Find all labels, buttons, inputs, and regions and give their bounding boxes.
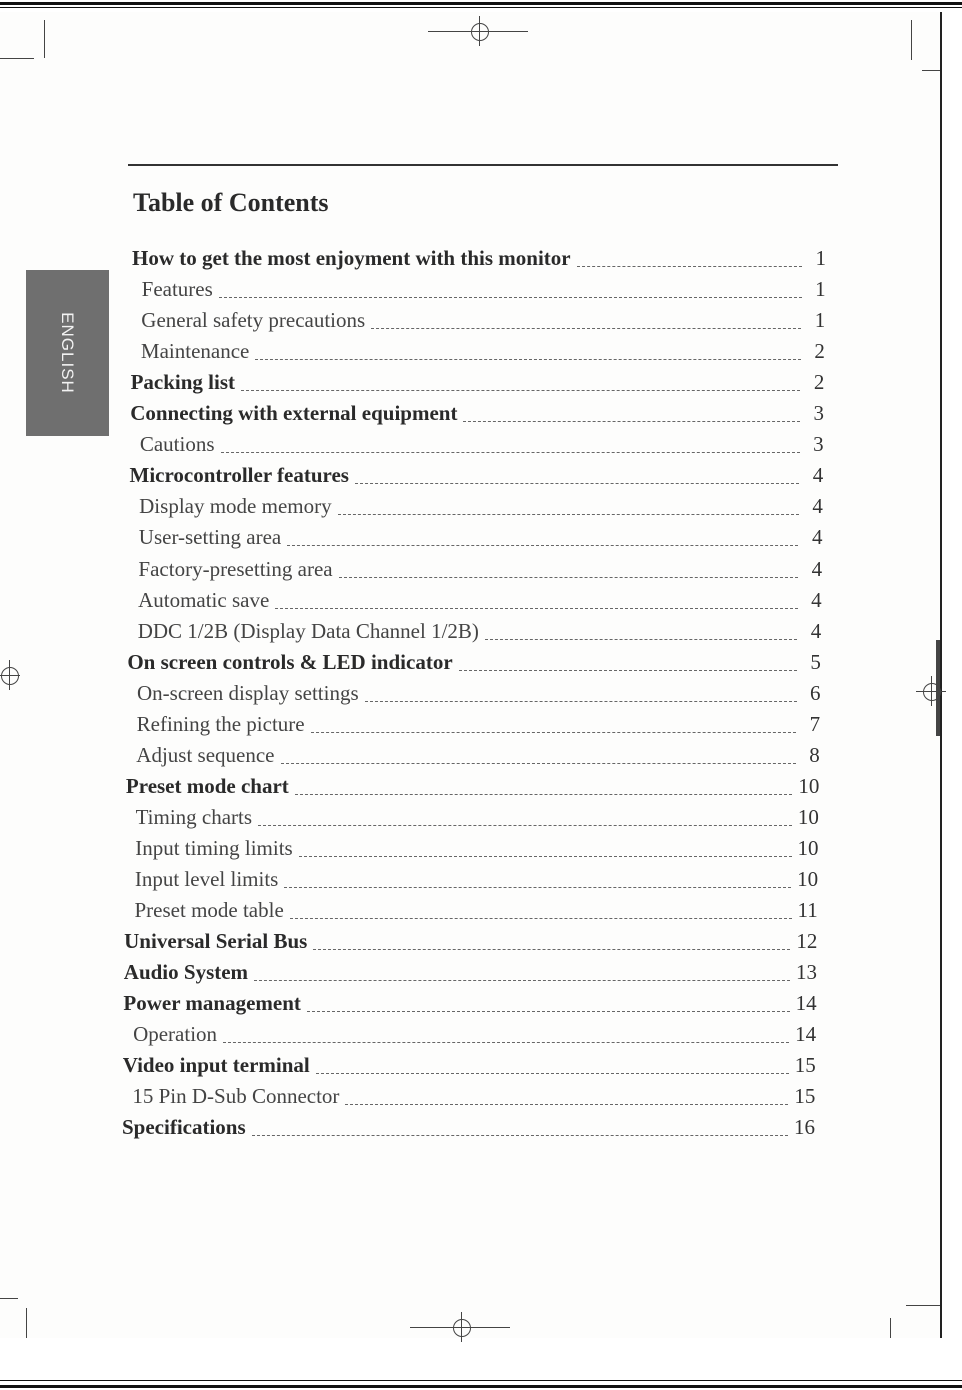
toc-entry-label: Maintenance (140, 339, 250, 364)
dotted-leader (316, 1073, 789, 1074)
toc-section-entry[interactable] (132, 246, 826, 272)
dotted-leader (339, 577, 798, 578)
toc-entry-label: Video input terminal (122, 1053, 310, 1078)
toc-section-entry[interactable] (127, 650, 821, 676)
toc-subsection-entry[interactable] (135, 836, 818, 862)
toc-entry-label: Automatic save (138, 587, 270, 612)
toc-entry-label: Audio System (123, 960, 249, 985)
dotted-leader (295, 794, 793, 795)
toc-subsection-entry[interactable] (138, 557, 822, 583)
toc-page-number: 2 (814, 339, 825, 364)
crop-mark (890, 1318, 891, 1338)
toc-page-number: 13 (795, 960, 817, 985)
dotted-leader (221, 452, 800, 453)
toc-entry-label: Cautions (139, 432, 215, 457)
toc-entry-label: Specifications (122, 1115, 246, 1140)
scanned-page (0, 12, 942, 1338)
dotted-leader (252, 1135, 788, 1136)
dotted-leader (313, 949, 790, 950)
toc-entry-label: Adjust sequence (136, 742, 275, 767)
toc-page-number: 4 (811, 587, 822, 612)
toc-subsection-entry[interactable] (136, 805, 819, 831)
toc-entry-label: How to get the most enjoyment with this monitor (132, 246, 571, 270)
toc-subsection-entry[interactable] (142, 277, 826, 303)
crop-mark (922, 70, 940, 71)
toc-entry-label: Refining the picture (136, 711, 305, 736)
toc-page-number: 4 (811, 525, 823, 550)
toc-entry-label: DDC 1/2B (Display Data Channel 1/2B) (137, 618, 479, 643)
dotted-leader (223, 1042, 789, 1043)
toc-page-number: 10 (798, 773, 820, 798)
toc-section-entry[interactable] (124, 929, 817, 955)
crop-mark (44, 20, 45, 58)
toc-entry-label: Microcontroller features (129, 463, 349, 488)
toc-subsection-entry[interactable] (135, 898, 818, 924)
toc-entry-label: User-setting area (138, 525, 282, 550)
toc-entry-label: Display mode memory (139, 494, 332, 519)
toc-page-number: 11 (797, 898, 818, 923)
toc-page-number: 8 (809, 742, 820, 767)
toc-section-entry[interactable] (126, 774, 819, 800)
dotted-leader (284, 887, 791, 888)
registration-mark-icon (0, 660, 24, 690)
dotted-leader (281, 763, 796, 764)
dotted-leader (345, 1104, 788, 1105)
toc-page-number: 3 (813, 432, 824, 457)
toc-page-number: 6 (810, 680, 821, 705)
toc-section-entry[interactable] (123, 991, 816, 1017)
toc-entry-label: On screen controls & LED indicator (127, 649, 453, 674)
dotted-leader (290, 918, 792, 919)
toc-section-entry[interactable] (123, 1053, 816, 1079)
toc-entry-label: General safety precautions (141, 308, 366, 333)
dotted-leader (258, 825, 792, 826)
toc-page-number: 1 (814, 308, 826, 333)
toc-entry-label: 15 Pin D-Sub Connector (132, 1084, 340, 1109)
toc-entry-label: Features (141, 277, 213, 302)
toc-page-number: 1 (815, 246, 826, 270)
toc-section-entry[interactable] (130, 401, 824, 427)
toc-page-number: 7 (809, 711, 821, 736)
toc-page-number: 15 (794, 1084, 816, 1109)
dotted-leader (459, 670, 797, 671)
toc-page-number: 16 (794, 1115, 815, 1140)
crop-mark (911, 20, 912, 60)
toc-subsection-entry[interactable] (137, 681, 821, 707)
dotted-leader (307, 1011, 790, 1012)
toc-page-number: 4 (811, 556, 823, 581)
registration-mark-icon (446, 1312, 476, 1342)
toc-subsection-entry[interactable] (139, 525, 823, 551)
toc-subsection-entry[interactable] (138, 619, 822, 645)
toc-subsection-entry[interactable] (133, 1022, 816, 1048)
dotted-leader (241, 390, 800, 391)
toc-subsection-entry[interactable] (136, 743, 819, 769)
toc-section-entry[interactable] (122, 1115, 815, 1141)
dotted-leader (275, 608, 797, 609)
crop-mark (906, 1305, 940, 1306)
toc-entry-label: Factory-presetting area (138, 556, 333, 581)
dotted-leader (355, 483, 799, 484)
dotted-leader (254, 980, 790, 981)
toc-page-number: 12 (796, 929, 818, 954)
toc-page-number: 14 (795, 1022, 817, 1047)
toc-entry-label: Connecting with external equipment (130, 401, 458, 426)
toc-subsection-entry[interactable] (141, 308, 825, 334)
toc-page-number: 5 (810, 649, 821, 674)
toc-page-number: 10 (797, 804, 819, 829)
dotted-leader (371, 328, 801, 329)
bottom-border-rule (0, 1385, 962, 1388)
toc-page-number: 1 (815, 277, 826, 302)
toc-page-number: 4 (812, 494, 823, 519)
toc-page-number: 15 (794, 1053, 816, 1078)
registration-mark-icon (916, 676, 946, 706)
toc-entry-label: Input level limits (134, 867, 279, 891)
toc-page-number: 4 (810, 618, 822, 643)
header-rule (128, 164, 838, 166)
toc-page-number: 4 (812, 463, 824, 488)
toc-subsection-entry[interactable] (137, 712, 820, 738)
toc-page-number: 10 (797, 835, 819, 860)
toc-entry-label: On-screen display settings (137, 680, 359, 705)
dotted-leader (365, 701, 797, 702)
toc-entry-label: Packing list (130, 370, 235, 395)
toc-page-number: 10 (797, 867, 819, 891)
toc-entry-label: Power management (123, 991, 301, 1016)
toc-subsection-entry[interactable] (139, 494, 823, 520)
top-border-rule (0, 2, 962, 5)
dotted-leader (311, 732, 797, 733)
toc-subsection-entry[interactable] (135, 867, 818, 893)
toc-subsection-entry[interactable] (141, 339, 825, 365)
top-border-rule-thin (0, 7, 962, 8)
dotted-leader (577, 266, 802, 267)
crop-mark (0, 1298, 18, 1299)
toc-page-number: 3 (813, 401, 825, 426)
toc-section-entry[interactable] (130, 463, 824, 489)
toc-section-entry[interactable] (131, 370, 825, 396)
dotted-leader (287, 545, 798, 546)
registration-mark-icon (464, 16, 494, 46)
dotted-leader (485, 639, 797, 640)
dotted-leader (463, 421, 800, 422)
language-tab-label: ENGLISH (58, 312, 77, 394)
toc-entry-label: Input timing limits (135, 835, 293, 860)
toc-section-entry[interactable] (124, 960, 817, 986)
toc-entry-label: Preset mode chart (125, 773, 289, 798)
language-tab (26, 270, 109, 436)
dotted-leader (255, 359, 800, 360)
toc-entry-label: Preset mode table (134, 898, 284, 923)
bottom-border-rule-thin (0, 1380, 962, 1381)
dotted-leader (219, 297, 802, 298)
toc-entry-label: Universal Serial Bus (124, 929, 308, 954)
toc-entry-label: Timing charts (135, 804, 253, 829)
crop-mark (26, 1308, 27, 1338)
toc-page-number: 14 (795, 991, 817, 1016)
toc-subsection-entry[interactable] (132, 1084, 815, 1110)
dotted-leader (338, 514, 799, 515)
toc-subsection-entry[interactable] (140, 432, 824, 458)
dotted-leader (299, 856, 792, 857)
crop-mark (0, 58, 34, 59)
toc-entry-label: Operation (133, 1022, 218, 1047)
toc-page-number: 2 (813, 370, 825, 395)
toc-subsection-entry[interactable] (138, 588, 822, 614)
page-title: Table of Contents (133, 188, 329, 217)
